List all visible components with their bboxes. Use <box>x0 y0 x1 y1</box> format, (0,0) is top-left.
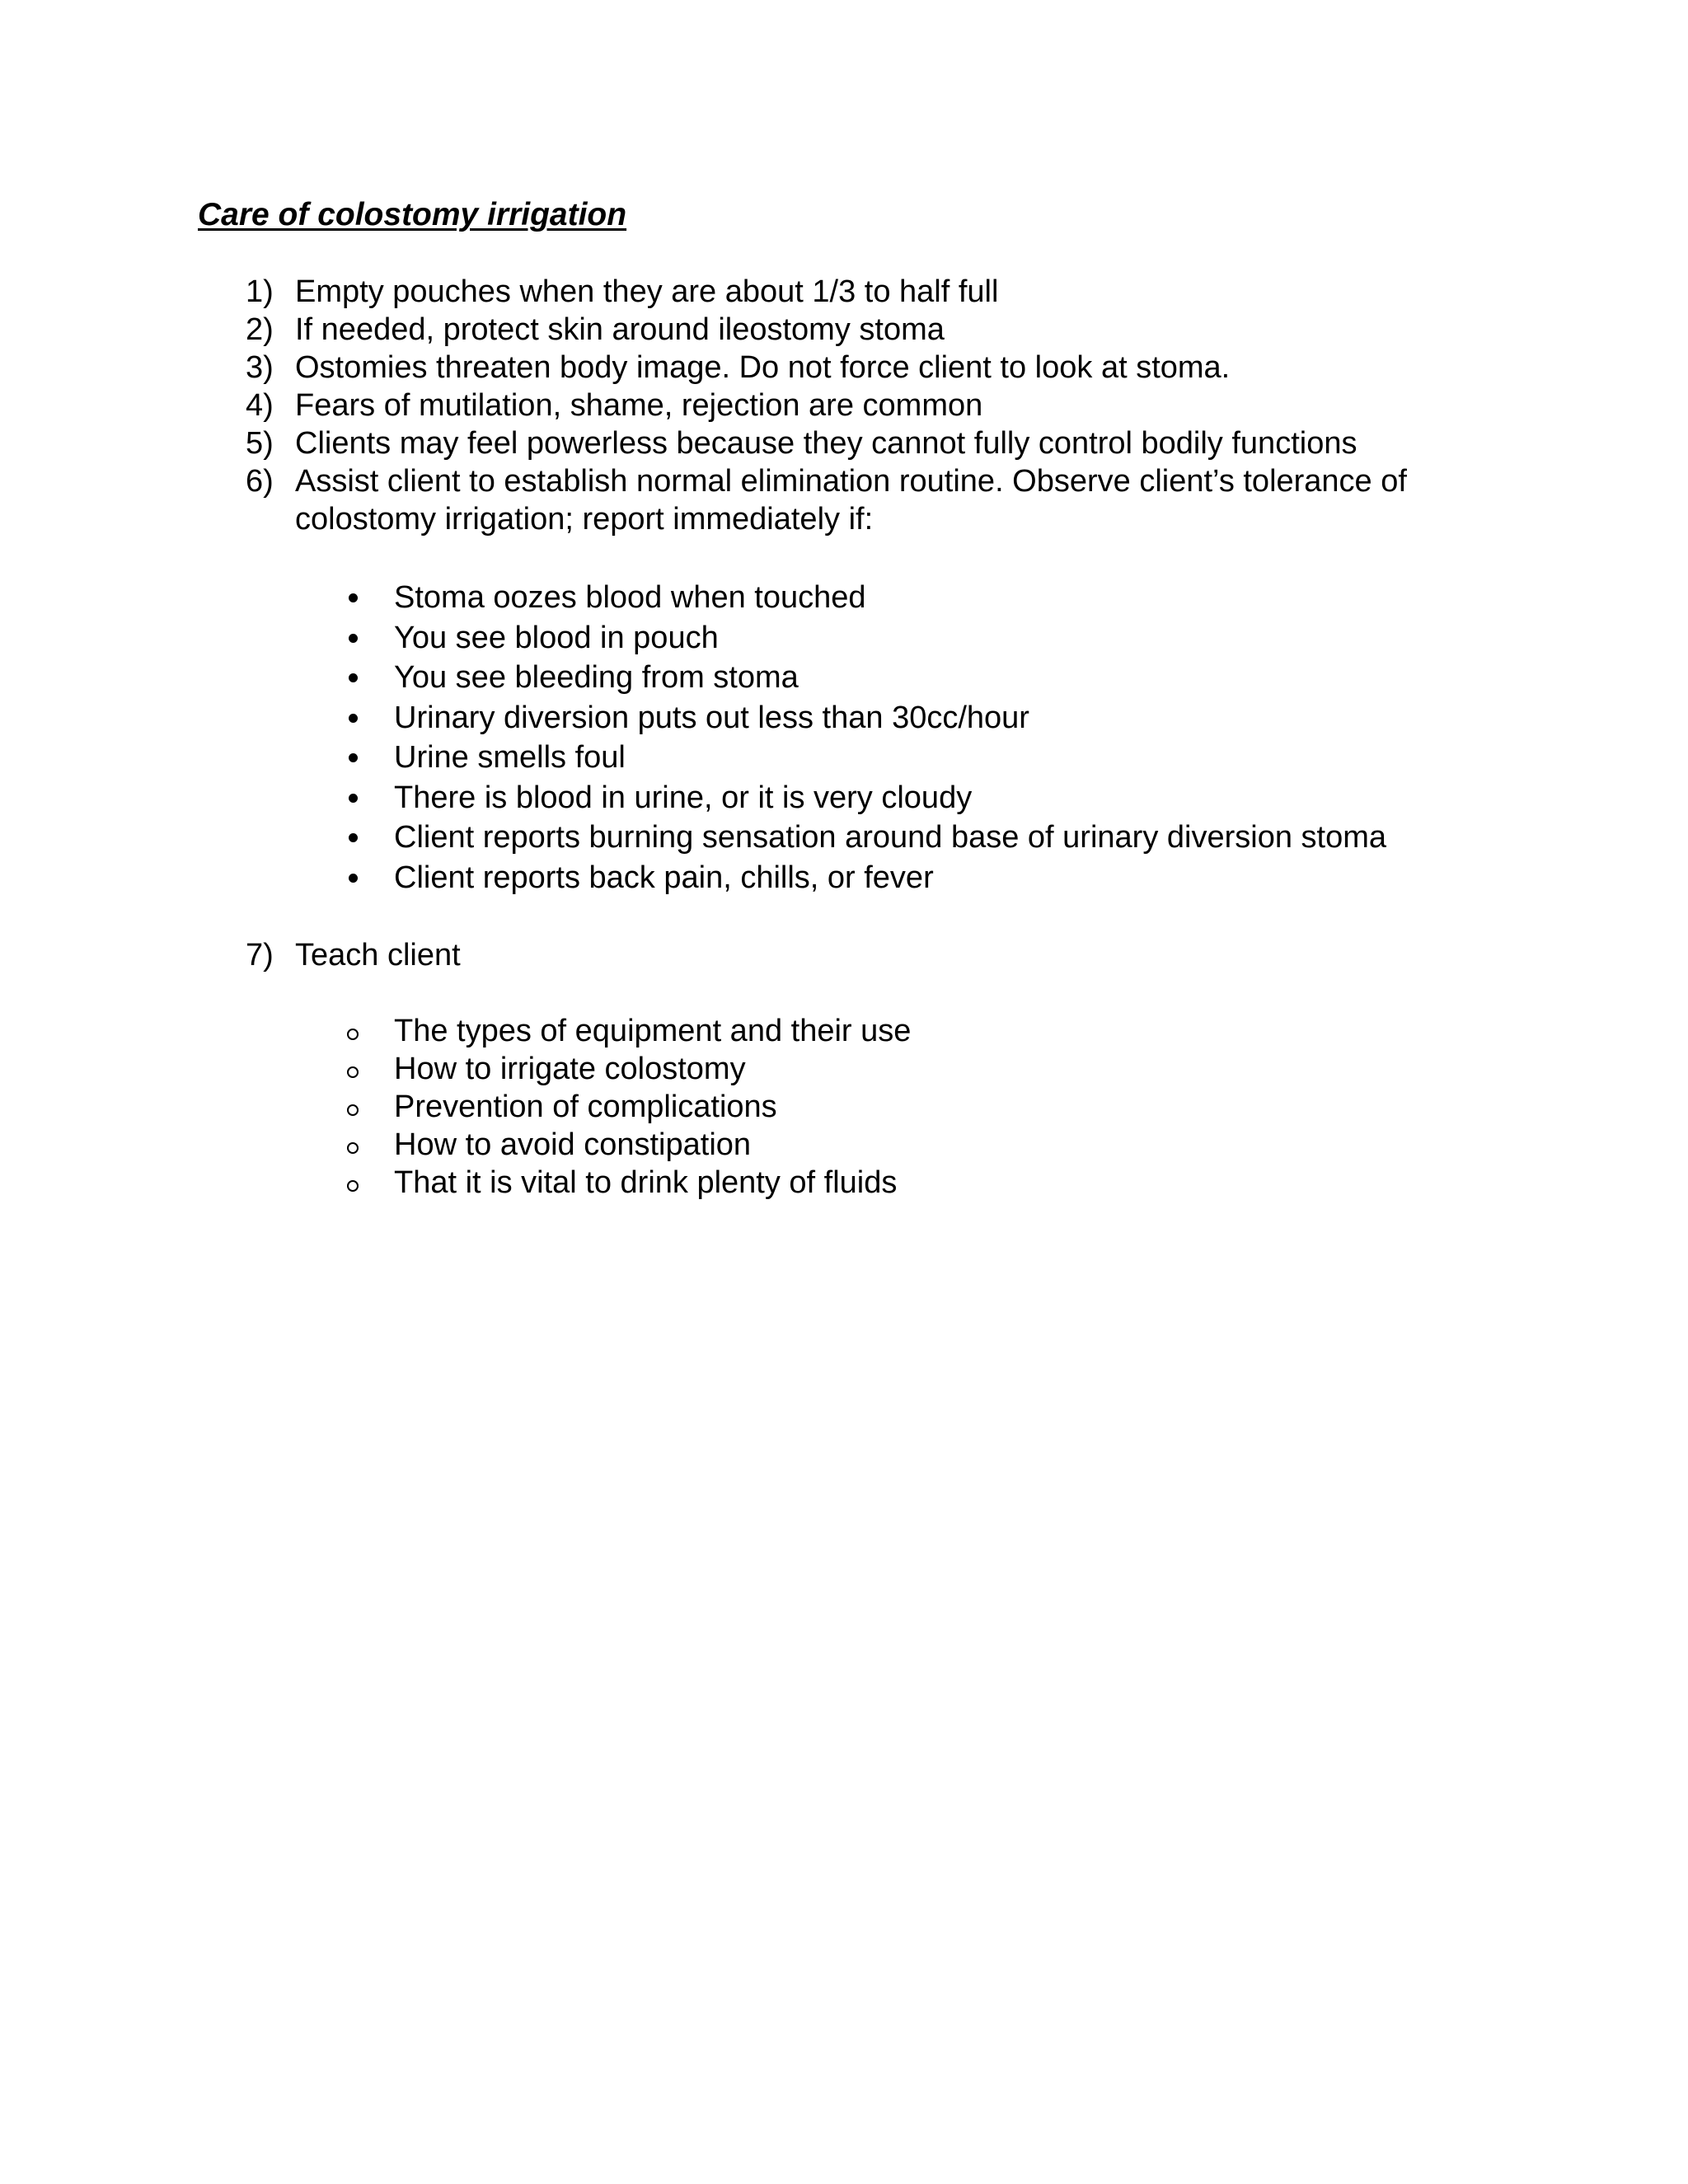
bullet-item <box>0 818 1688 858</box>
item-text: Clients may feel powerless because they cannot fully control bodily functions <box>295 426 1357 461</box>
bullet-item <box>0 1088 1688 1126</box>
item-number: 7) <box>246 938 274 972</box>
bullet-text: Prevention of complications <box>394 1090 777 1124</box>
bullet-text: There is blood in urine, or it is very cloudy <box>394 780 973 815</box>
page-title: Care of colostomy irrigation <box>198 197 627 232</box>
bullet-item <box>0 738 1688 778</box>
item-text: Fears of mutilation, shame, rejection are common <box>295 388 983 423</box>
report-bullet-list <box>0 578 1688 898</box>
bullet-dot-icon <box>349 794 358 803</box>
bullet-text: Stoma oozes blood when touched <box>394 580 866 615</box>
bullet-item <box>0 858 1688 898</box>
item-number: 1) <box>246 274 274 309</box>
item-text: If needed, protect skin around ileostomy stoma <box>295 312 945 347</box>
teach-bullet-list <box>0 1012 1688 1202</box>
bullet-circle-icon <box>347 1142 359 1154</box>
item-text: Ostomies threaten body image. Do not force client to look at stoma. <box>295 350 1231 385</box>
bullet-text: How to avoid constipation <box>394 1127 752 1162</box>
bullet-dot-icon <box>349 673 358 682</box>
bullet-dot-icon <box>349 833 358 842</box>
item-number: 4) <box>246 388 274 423</box>
bullet-dot-icon <box>349 593 358 602</box>
item-text: Assist client to establish normal elimination routine. Observe client’s tolerance of colostomy irrigation; report immediately if: <box>295 464 1407 537</box>
item-number: 5) <box>246 426 274 461</box>
bullet-text: That it is vital to drink plenty of fluids <box>394 1165 898 1200</box>
list-item <box>0 349 1490 387</box>
item-text: Empty pouches when they are about 1/3 to half full <box>295 274 999 309</box>
numbered-list-continued <box>0 936 1688 974</box>
bullet-dot-icon <box>349 874 358 883</box>
bullet-dot-icon <box>349 634 358 643</box>
bullet-text: You see blood in pouch <box>394 620 719 655</box>
bullet-circle-icon <box>347 1180 359 1192</box>
bullet-item <box>0 1050 1688 1088</box>
bullet-item <box>0 618 1688 658</box>
bullet-text: How to irrigate colostomy <box>394 1052 746 1086</box>
list-item <box>0 387 1490 424</box>
bullet-item <box>0 1164 1688 1202</box>
bullet-text: Client reports burning sensation around base of urinary diversion stoma <box>394 820 1386 855</box>
bullet-item <box>0 1126 1688 1164</box>
bullet-item <box>0 578 1688 618</box>
list-item <box>0 462 1490 538</box>
bullet-text: Client reports back pain, chills, or fever <box>394 860 934 895</box>
bullet-text: You see bleeding from stoma <box>394 660 799 695</box>
bullet-item <box>0 658 1688 698</box>
item-number: 3) <box>246 350 274 385</box>
item-number: 6) <box>246 464 274 499</box>
numbered-list <box>0 273 1688 538</box>
item-text: Teach client <box>295 938 461 972</box>
bullet-dot-icon <box>349 714 358 723</box>
list-item <box>0 936 1490 974</box>
bullet-dot-icon <box>349 753 358 762</box>
bullet-item <box>0 1012 1688 1050</box>
bullet-circle-icon <box>347 1029 359 1040</box>
bullet-circle-icon <box>347 1066 359 1078</box>
bullet-item <box>0 698 1688 738</box>
list-item <box>0 424 1490 462</box>
bullet-text: The types of equipment and their use <box>394 1014 912 1048</box>
item-number: 2) <box>246 312 274 347</box>
list-item <box>0 311 1490 349</box>
list-item <box>0 273 1490 311</box>
bullet-text: Urine smells foul <box>394 740 626 775</box>
bullet-text: Urinary diversion puts out less than 30cc/hour <box>394 700 1029 735</box>
bullet-circle-icon <box>347 1104 359 1116</box>
bullet-item <box>0 778 1688 818</box>
